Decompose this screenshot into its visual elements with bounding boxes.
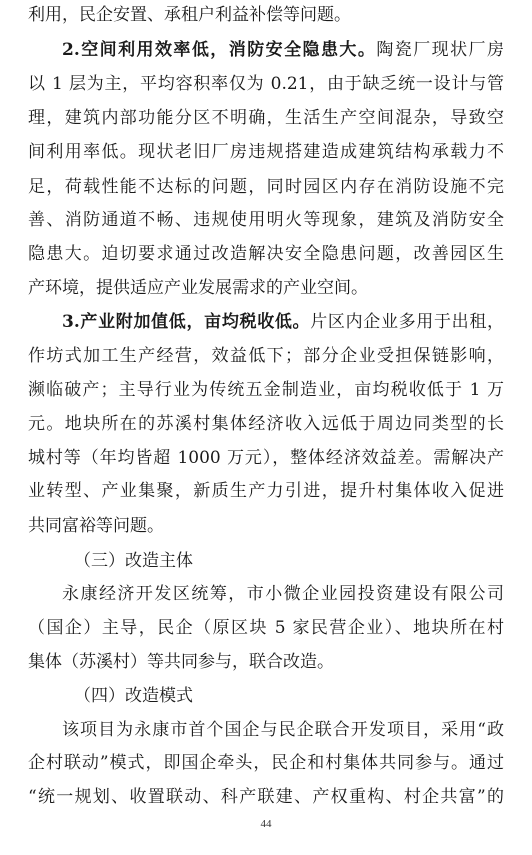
text-line [28, 277, 504, 299]
line-text: 作坊式加工生产经营，效益低下；部分企业受担保链影响， [28, 345, 504, 366]
text-line [28, 413, 504, 435]
line-text: 共同富裕等问题。 [28, 515, 164, 536]
line-text: （三）改造主体 [74, 550, 193, 571]
line-text: 理，建筑内部功能分区不明确，生活生产空间混杂，导致空 [28, 107, 504, 128]
text-line [28, 311, 504, 333]
line-text: 濒临破产；主导行业为传统五金制造业，亩均税收低于 1 万 [28, 380, 504, 401]
text-line [28, 617, 504, 639]
text-line [28, 176, 504, 198]
section-heading-bold: 2.空间利用效率低，消防安全隐患大。 [62, 39, 377, 60]
line-text: 集体（苏溪村）等共同参与，联合改造。 [28, 651, 334, 672]
line-text: 片区内企业多用于出租， [310, 312, 505, 333]
line-text: “统一规划、收置联动、科产联建、产权重构、村企共富”的 [28, 787, 504, 808]
text-line [28, 786, 504, 808]
text-line [28, 583, 504, 605]
line-text: 永康经济开发区统筹，市小微企业园投资建设有限公司 [62, 584, 504, 605]
text-line [28, 107, 504, 129]
page-number: 44 [260, 818, 272, 830]
line-text: 以 1 层为主，平均容积率仅为 0.21，由于缺乏统一设计与管 [28, 74, 504, 95]
text-line [28, 39, 504, 61]
text-line [28, 379, 504, 401]
line-text: 隐患大。迫切要求通过改造解决安全隐患问题，改善园区生 [28, 244, 504, 265]
text-line [28, 651, 504, 673]
line-text: 业转型、产业集聚，新质生产力引进，提升村集体收入促进 [28, 481, 504, 502]
line-text: （四）改造模式 [74, 686, 193, 707]
text-line [28, 550, 504, 572]
text-line [28, 4, 504, 26]
line-text: 利用，民企安置、承租户利益补偿等问题。 [28, 5, 351, 25]
text-line [28, 209, 504, 231]
line-text: 该项目为永康市首个国企与民企联合开发项目，采用“政 [62, 719, 504, 740]
text-line [28, 447, 504, 469]
line-text: 间利用率低。现状老旧厂房违规搭建造成建筑结构承载力不 [28, 142, 504, 163]
text-line [28, 141, 504, 163]
text-line [28, 515, 504, 537]
line-text: 企村联动”模式，即国企牵头，民企和村集体共同参与。通过 [28, 753, 504, 774]
line-text: （国企）主导，民企（原区块 5 家民营企业）、地块所在村 [28, 617, 504, 638]
line-text: 元。地块所在的苏溪村集体经济收入远低于周边同类型的长 [28, 414, 504, 435]
line-text: 善、消防通道不畅、违规使用明火等现象，建筑及消防安全 [28, 210, 504, 231]
text-line [28, 480, 504, 502]
line-text: 足，荷载性能不达标的问题，同时园区内存在消防设施不完 [28, 176, 504, 197]
text-line [28, 685, 504, 707]
text-line [28, 345, 504, 367]
text-line [28, 73, 504, 95]
section-heading-bold: 3.产业附加值低，亩均税收低。 [62, 312, 311, 333]
text-line [28, 752, 504, 774]
text-line [28, 243, 504, 265]
line-text: 陶瓷厂现状厂房 [376, 39, 505, 60]
text-line [28, 719, 504, 741]
line-text: 产环境，提供适应产业发展需求的产业空间。 [28, 277, 368, 298]
line-text: 城村等（年均皆超 1000 万元），整体经济效益差。需解决产 [28, 447, 504, 468]
